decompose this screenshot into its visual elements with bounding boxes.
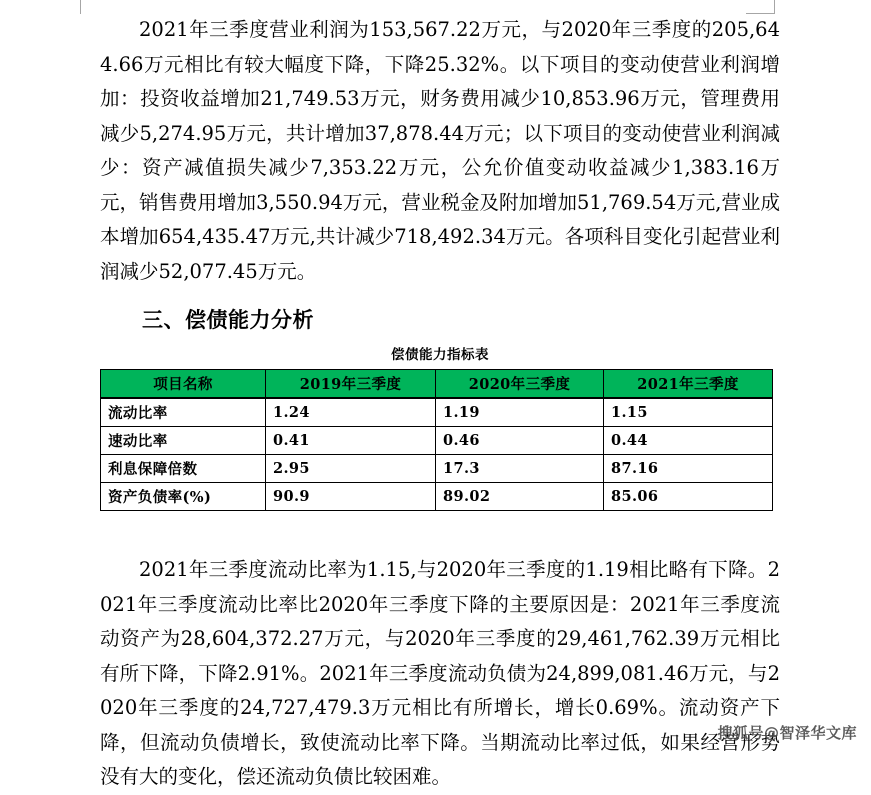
document-body xyxy=(100,0,780,795)
cell-item-name: 利息保障倍数 xyxy=(101,455,266,483)
paragraph-operating-profit: 2021年三季度营业利润为153,567.22万元，与2020年三季度的205,644.66万元相比有较大幅度下降，下降25.32%。以下项目的变动使营业利润增加：投资收益增加21,749.53万元，财务费用减少10,853.96万元，管理费用减少5,274.95万元，共计增加37,878.44万元；以下项目的变动使营业利润减少：资产减值损失减少7,353.22万元，公允价值变动收益减少1,383.16万元，销售费用增加3,550.94万元，营业税金及附加增加51,769.54万元,营业成本增加654,435.47万元,共计减少718,492.34万元。各项科目变化引起营业利润减少52,077.45万元。 xyxy=(100,18,780,283)
table-row xyxy=(101,427,773,455)
table-row xyxy=(101,483,773,511)
cell-2021q3: 87.16 xyxy=(604,455,773,483)
cell-2020q3: 89.02 xyxy=(436,483,604,511)
cell-2019q3: 90.9 xyxy=(266,483,436,511)
table-header-2020q3: 2020年三季度 xyxy=(436,370,604,399)
paragraph-current-ratio: 2021年三季度流动比率为1.15,与2020年三季度的1.19相比略有下降。2021年三季度流动比率比2020年三季度下降的主要原因是：2021年三季度流动资产为28,604,372.27万元，与2020年三季度的29,461,762.39万元相比有所下降，下降2.91%。2021年三季度流动负债为24,899,081.46万元，与2020年三季度的24,727,479.3万元相比有所增长，增长0.69%。流动资产下降，但流动负债增长，致使流动比率下降。当期流动比率过低，如果经营形势没有大的变化，偿还流动负债比较困难。 xyxy=(100,558,780,788)
cell-item-name: 资产负债率(%) xyxy=(101,483,266,511)
table-row xyxy=(101,398,773,427)
table-bottom-spacer xyxy=(100,511,780,553)
cell-2019q3: 2.95 xyxy=(266,455,436,483)
cell-2021q3: 85.06 xyxy=(604,483,773,511)
cell-2021q3: 1.15 xyxy=(604,398,773,427)
cell-2021q3: 0.44 xyxy=(604,427,773,455)
cell-2020q3: 1.19 xyxy=(436,398,604,427)
table-row xyxy=(101,455,773,483)
cell-item-name: 流动比率 xyxy=(101,398,266,427)
table-header-2021q3: 2021年三季度 xyxy=(604,370,773,399)
cell-2019q3: 0.41 xyxy=(266,427,436,455)
watermark: 搜狐号@智泽华文库 xyxy=(717,724,857,742)
cell-2020q3: 17.3 xyxy=(436,455,604,483)
section-heading-solvency-analysis: 三、偿债能力分析 xyxy=(142,308,314,332)
cell-2019q3: 1.24 xyxy=(266,398,436,427)
table-caption: 偿债能力指标表 xyxy=(391,347,489,363)
table-header-item-name: 项目名称 xyxy=(101,370,266,399)
table-header-2019q3: 2019年三季度 xyxy=(266,370,436,399)
solvency-indicator-table xyxy=(100,369,773,511)
cell-2020q3: 0.46 xyxy=(436,427,604,455)
cell-item-name: 速动比率 xyxy=(101,427,266,455)
table-header-row xyxy=(101,370,773,399)
